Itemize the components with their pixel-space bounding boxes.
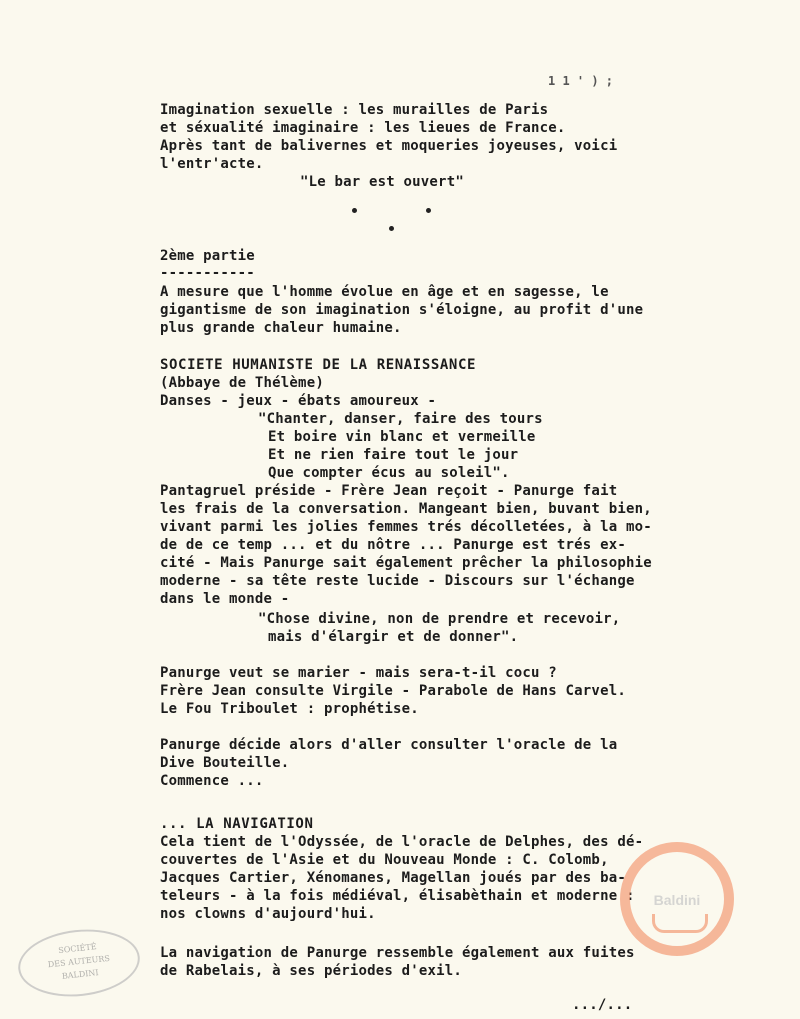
line-8: A mesure que l'homme évolue en âge et en sagesse, le [160, 284, 609, 300]
line-37: teleurs - à la fois médiéval, élisabèthain et moderne : [160, 888, 635, 904]
line-28: Frère Jean consulte Virgile - Parabole de Hans Carvel. [160, 683, 626, 699]
line-10: plus grande chaleur humaine. [160, 320, 402, 336]
quote-line: "Chanter, danser, faire des tours [258, 411, 543, 427]
line-13: Danses - jeux - ébats amoureux - [160, 393, 437, 409]
watermark-text: Baldini [653, 892, 701, 908]
line-24: dans le monde - [160, 591, 290, 607]
continuation-mark: .../... [572, 997, 633, 1013]
line-9: gigantisme de son imagination s'éloigne, au profit d'une [160, 302, 644, 318]
line-36: Jacques Cartier, Xénomanes, Magellan joués par des ba- [160, 870, 626, 886]
quote-line: Et ne rien faire tout le jour [268, 447, 519, 463]
line-19: les frais de la conversation. Mangeant bien, buvant bien, [160, 501, 652, 517]
quote-line: Que compter écus au soleil". [268, 465, 510, 481]
baldini-watermark-logo [620, 842, 734, 956]
separator-dot [389, 226, 394, 231]
line-2: et séxualité imaginaire : les lieues de France. [160, 120, 566, 136]
quote-line: "Chose divine, non de prendre et recevoir, [258, 611, 621, 627]
line-23: moderne - sa tête reste lucide - Discours sur l'échange [160, 573, 635, 589]
quote-line: Et boire vin blanc et vermeille [268, 429, 536, 445]
line-29: Le Fou Triboulet : prophétise. [160, 701, 419, 717]
line-4: l'entr'acte. [160, 156, 264, 172]
heading-underline: ----------- [160, 265, 255, 281]
line-18: Pantagruel préside - Frère Jean reçoit - Panurge fait [160, 483, 618, 499]
line-3: Après tant de balivernes et moqueries joyeuses, voici [160, 138, 618, 154]
line-32: Commence ... [160, 773, 264, 789]
line-40: de Rabelais, à ses périodes d'exil. [160, 963, 463, 979]
line-12: (Abbaye de Thélème) [160, 375, 324, 391]
line-21: de de ce temp ... et du nôtre ... Panurge est trés ex- [160, 537, 626, 553]
top-marks: 1 1 ' ) ; [548, 74, 614, 88]
line-1: Imagination sexuelle : les murailles de Paris [160, 102, 549, 118]
line-22: cité - Mais Panurge sait également prêcher la philosophie [160, 555, 652, 571]
line-34: Cela tient de l'Odyssée, de l'oracle de Delphes, des dé- [160, 834, 644, 850]
line-35: couvertes de l'Asie et du Nouveau Monde : C. Colomb, [160, 852, 609, 868]
line-20: vivant parmi les jolies femmes trés décolletées, à la mo- [160, 519, 652, 535]
watermark-shape [652, 914, 708, 933]
separator-dot [352, 208, 357, 213]
line-30: Panurge décide alors d'aller consulter l'oracle de la [160, 737, 618, 753]
line-31: Dive Bouteille. [160, 755, 290, 771]
line-38: nos clowns d'aujourd'hui. [160, 906, 376, 922]
section-title: SOCIETE HUMANISTE DE LA RENAISSANCE [160, 357, 477, 373]
line-5: "Le bar est ouvert" [300, 174, 464, 190]
section-title: ... LA NAVIGATION [160, 816, 314, 832]
separator-dot [426, 208, 431, 213]
line-39: La navigation de Panurge ressemble également aux fuites [160, 945, 635, 961]
quote-line: mais d'élargir et de donner". [268, 629, 519, 645]
section-heading: 2ème partie [160, 248, 255, 264]
line-27: Panurge veut se marier - mais sera-t-il cocu ? [160, 665, 557, 681]
archive-stamp: SOCIÉTÉ DES AUTEURS BALDINI [15, 924, 143, 1002]
